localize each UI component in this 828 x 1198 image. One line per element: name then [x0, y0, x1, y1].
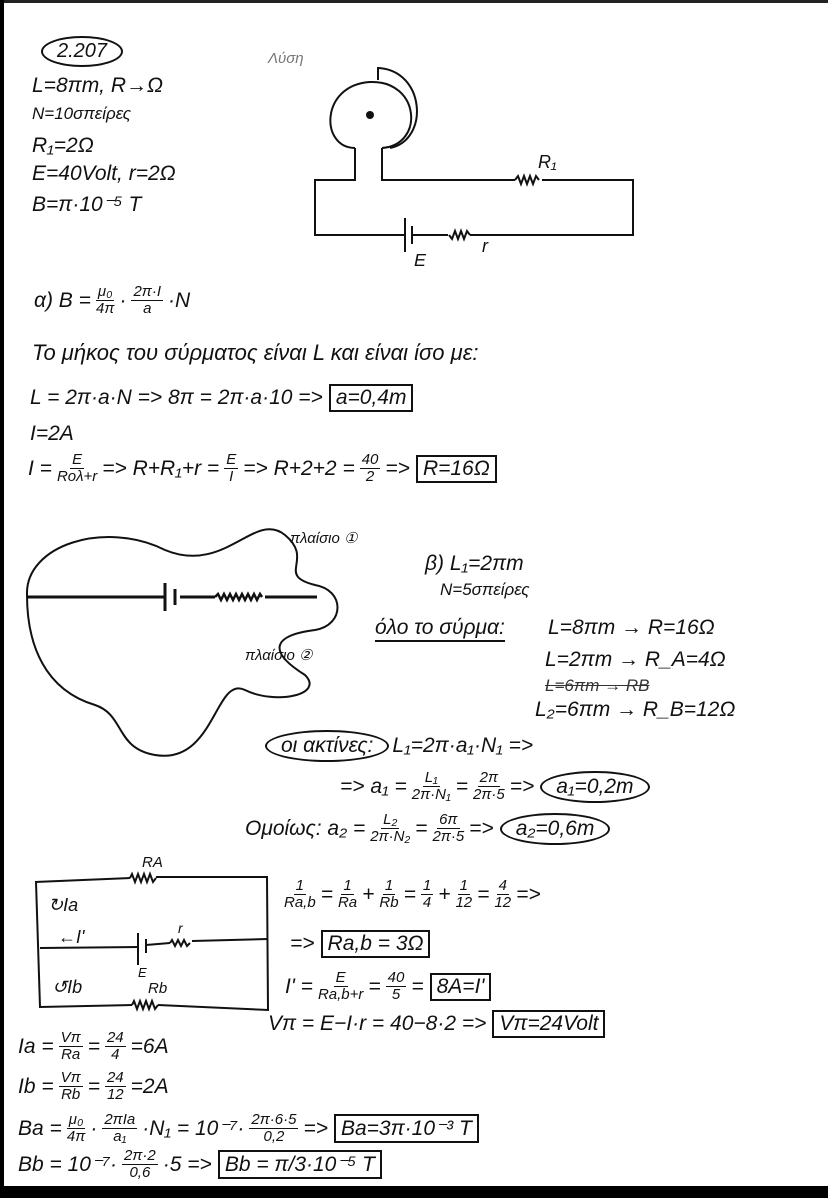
- fraction-numerator: Vπ: [60, 1069, 81, 1086]
- equation-line: [18, 1070, 169, 1103]
- fraction: [122, 1148, 158, 1181]
- text: Ομοίως: a₂ =: [245, 816, 366, 840]
- text: =: [368, 974, 381, 998]
- battery: [165, 583, 175, 611]
- fraction-denominator: Ra: [61, 1046, 81, 1063]
- fraction-denominator: 4: [111, 1046, 120, 1063]
- fraction: [318, 970, 363, 1003]
- text: ·: [119, 288, 127, 312]
- equation-line: [32, 104, 131, 124]
- text: =>: [509, 774, 535, 798]
- fraction-denominator: Ra,b: [284, 894, 316, 911]
- resistor-r: [449, 231, 470, 239]
- fraction-denominator: Rb: [61, 1086, 81, 1103]
- fraction-denominator: Ra: [337, 894, 358, 911]
- fraction: [338, 878, 357, 911]
- text: =: [320, 882, 333, 906]
- r-label: r: [482, 236, 488, 256]
- fraction: [59, 1030, 83, 1063]
- boxed-result: a=0,4m: [329, 384, 414, 412]
- equation-line: [340, 770, 650, 803]
- boxed-result: Ba=3π·10⁻³ T: [334, 1114, 479, 1143]
- text: ·N₁ = 10⁻⁷·: [142, 1117, 245, 1140]
- circled-text: a₂=0,6m: [500, 813, 611, 845]
- fraction-denominator: 2π·5: [432, 828, 465, 845]
- parallel-circuit-diagram: [20, 855, 280, 1020]
- fraction-numerator: 2π·I: [133, 283, 162, 300]
- emf-label: Ε: [138, 965, 147, 980]
- text: I=2A: [30, 422, 74, 445]
- boxed-result: Bb = π/3·10⁻⁵ T: [218, 1150, 382, 1179]
- boxed-result: 8A=I': [430, 973, 492, 1001]
- fraction: [412, 770, 451, 803]
- text: Λύση: [268, 50, 304, 67]
- fraction-denominator: 2π·5: [472, 786, 505, 803]
- fraction-denominator: 12: [455, 894, 473, 911]
- battery: [138, 933, 146, 965]
- equation-line: [18, 1112, 479, 1145]
- text: =>: [469, 816, 494, 840]
- fraction-numerator: 24: [106, 1029, 124, 1046]
- fraction-numerator: 1: [422, 877, 432, 894]
- fraction-numerator: 24: [106, 1069, 124, 1086]
- fraction: [360, 452, 381, 485]
- circled-text: οι ακτίνες:: [265, 730, 389, 762]
- battery: [405, 218, 412, 252]
- fraction-denominator: 5: [391, 986, 401, 1003]
- r-label: r: [178, 920, 183, 936]
- fraction: [67, 1112, 86, 1145]
- equation-line: [545, 676, 649, 696]
- equation-line: [28, 452, 497, 485]
- frame1-label: πλαίσιο ①: [290, 530, 358, 547]
- fraction-denominator: 4: [422, 894, 432, 911]
- text: =: [477, 882, 490, 906]
- equation-line: [34, 284, 190, 317]
- i-prime-label: ←I': [58, 927, 85, 947]
- wire: [315, 148, 405, 235]
- text: L=8πm, R→Ω: [32, 74, 163, 97]
- text: +: [362, 882, 375, 906]
- equation-line: [268, 1010, 605, 1038]
- fraction-numerator: μ₀: [68, 1111, 84, 1128]
- fraction-numerator: 40: [387, 969, 405, 986]
- fraction-numerator: 2π·6·5: [251, 1111, 297, 1128]
- fraction-numerator: 1: [295, 877, 305, 894]
- equation-line: [30, 384, 413, 412]
- fraction-numerator: μ₀: [97, 283, 113, 300]
- fraction-denominator: 12: [106, 1086, 124, 1103]
- text: => R+2+2 =: [243, 456, 355, 480]
- equation-line: [32, 162, 176, 186]
- equation-line: [32, 134, 94, 158]
- text: L = 2π·a·N => 8π = 2π·a·10 =>: [30, 386, 323, 409]
- resistor-r: [170, 940, 190, 946]
- text: =>: [516, 882, 541, 906]
- fraction: [224, 452, 238, 485]
- fraction-numerator: Ε: [335, 969, 346, 986]
- loop-overlap: [378, 68, 417, 148]
- fraction-denominator: 4π: [95, 300, 115, 317]
- text: =: [415, 816, 428, 840]
- equation-line: [32, 192, 141, 217]
- text: Ib =: [18, 1074, 54, 1098]
- text: =6A: [130, 1034, 169, 1058]
- fraction: [96, 284, 115, 317]
- fraction: [370, 812, 410, 845]
- fraction: [57, 452, 97, 485]
- equation-line: [282, 878, 541, 911]
- fraction: [284, 878, 316, 911]
- fraction-denominator: 0,2: [263, 1128, 285, 1145]
- fraction-numerator: 1: [384, 877, 394, 894]
- fraction: [249, 1112, 298, 1145]
- fraction: [105, 1030, 126, 1063]
- resistor-ra: [130, 874, 156, 882]
- text: =: [455, 774, 468, 798]
- text: R₁=2Ω: [32, 134, 94, 157]
- equation-line: [375, 616, 505, 642]
- fraction-numerator: 2π·2: [124, 1147, 156, 1164]
- loop-frames-diagram: [15, 505, 365, 770]
- top-circuit-diagram: [300, 60, 650, 275]
- equation-line: [268, 50, 304, 67]
- boxed-result: R=16Ω: [416, 455, 497, 483]
- fraction: [455, 878, 472, 911]
- text: Β=π·10⁻⁵ T: [32, 193, 142, 216]
- text: Bb = 10⁻⁷·: [18, 1153, 118, 1176]
- text: =2A: [130, 1074, 169, 1098]
- equation-line: [30, 422, 74, 446]
- scan-edge-bottom: [0, 1186, 828, 1198]
- fraction: [473, 770, 505, 803]
- equation-line: [32, 340, 479, 366]
- fraction-denominator: 0,6: [129, 1164, 151, 1181]
- fraction-denominator: 4π: [66, 1128, 86, 1145]
- underlined-text: όλο το σύρμα:: [375, 616, 505, 642]
- circled-text: 2.207: [41, 36, 123, 67]
- fraction: [102, 1112, 137, 1145]
- text: L₁=2π·a₁·N₁ =>: [392, 734, 534, 757]
- equation-line: [18, 1030, 169, 1063]
- text: =: [87, 1034, 100, 1058]
- text: ·: [90, 1116, 98, 1140]
- resistor-r1: [515, 176, 539, 184]
- fraction-denominator: 12: [494, 894, 512, 911]
- fraction-denominator: Ra,b+r: [317, 986, 364, 1003]
- fraction: [432, 812, 464, 845]
- text: =>: [290, 932, 315, 955]
- equation-line: [425, 552, 524, 576]
- fraction-numerator: 6π: [439, 811, 458, 828]
- text: ·5 =>: [162, 1152, 212, 1176]
- text: β) L₁=2πm: [425, 552, 524, 575]
- fraction-numerator: Vπ: [60, 1029, 81, 1046]
- wire: [382, 148, 515, 180]
- fraction: [386, 970, 407, 1003]
- text: Το μήκος του σύρματος είναι L και είναι ίσο με:: [32, 340, 479, 365]
- rb-label: Rb: [148, 980, 168, 997]
- text: L=6πm → RB: [545, 676, 650, 695]
- fraction-numerator: 1: [459, 877, 468, 894]
- loop-center-dot: [366, 111, 374, 119]
- fraction: [131, 284, 163, 317]
- ra-label: RA: [142, 855, 163, 871]
- text: L₂=6πm → R_B=12Ω: [535, 698, 736, 721]
- ia-label: ↻Ia: [48, 895, 79, 915]
- text: Vπ = Ε−I·r = 40−8·2 =>: [268, 1012, 487, 1035]
- text: N=10σπείρες: [32, 104, 132, 123]
- equation-line: [545, 648, 726, 672]
- fraction: [421, 878, 433, 911]
- resistor-rb: [132, 1001, 158, 1009]
- text: I =: [28, 456, 52, 480]
- fraction-denominator: a: [143, 300, 152, 317]
- equation-line: [285, 970, 491, 1003]
- fraction-denominator: 2: [365, 468, 375, 485]
- fraction-denominator: Rολ+r: [56, 468, 98, 485]
- circled-text: a₁=0,2m: [540, 771, 649, 803]
- emf-label: Ε: [414, 250, 427, 270]
- frame2-label: πλαίσιο ②: [245, 647, 313, 664]
- fraction-numerator: Ε: [72, 451, 83, 468]
- fraction-numerator: Ε: [226, 451, 237, 468]
- text: =>: [303, 1116, 328, 1140]
- fraction-denominator: I: [229, 468, 234, 485]
- fraction-numerator: 4: [498, 877, 507, 894]
- equation-line: [548, 616, 715, 640]
- text: =>: [385, 456, 410, 480]
- text: =: [411, 974, 424, 998]
- scan-edge-top: [0, 0, 828, 3]
- text: =: [87, 1074, 100, 1098]
- fraction: [494, 878, 511, 911]
- text: N=5σπείρες: [440, 580, 530, 599]
- text: Ia =: [18, 1034, 54, 1058]
- fraction-denominator: a₁: [113, 1128, 127, 1145]
- text: Ε=40Volt, r=2Ω: [32, 162, 176, 185]
- wire: [470, 180, 633, 235]
- text: =: [403, 882, 416, 906]
- boxed-result: Ra,b = 3Ω: [321, 930, 431, 958]
- fraction-numerator: 2πIa: [104, 1111, 136, 1128]
- fraction: [379, 878, 398, 911]
- fraction-numerator: 40: [361, 451, 379, 468]
- r1-label: R₁: [538, 152, 557, 172]
- text: ·N: [168, 288, 191, 312]
- text: L=2πm → R_A=4Ω: [545, 648, 726, 671]
- text: +: [438, 882, 451, 906]
- fraction: [59, 1070, 83, 1103]
- text: => a₁ =: [340, 774, 407, 798]
- equation-line: [440, 580, 530, 600]
- text: => R+R₁+r =: [102, 456, 220, 480]
- fraction-numerator: L₂: [383, 811, 398, 828]
- ib-label: ↺Ib: [52, 977, 83, 997]
- equation-line: [290, 930, 430, 958]
- equation-line: [38, 36, 123, 67]
- text: Ba =: [18, 1116, 62, 1140]
- fraction-denominator: 2π·N₂: [370, 828, 411, 845]
- text: L=8πm → R=16Ω: [548, 616, 715, 639]
- fraction: [105, 1070, 126, 1103]
- fraction-numerator: 2π: [479, 769, 499, 786]
- frame-outline: [27, 529, 338, 756]
- fraction-denominator: 2π·N₁: [411, 786, 451, 803]
- text: α) Β =: [34, 288, 91, 312]
- resistor: [215, 594, 262, 600]
- boxed-result: Vπ=24Volt: [492, 1010, 605, 1038]
- scan-edge-left: [0, 0, 4, 1198]
- equation-line: [32, 74, 163, 98]
- equation-line: [535, 698, 735, 722]
- equation-line: [18, 1148, 382, 1181]
- text: I' =: [285, 974, 313, 998]
- fraction-numerator: 1: [343, 877, 352, 894]
- equation-line: [245, 812, 610, 845]
- fraction-denominator: Rb: [379, 894, 399, 911]
- fraction-numerator: L₁: [424, 769, 438, 786]
